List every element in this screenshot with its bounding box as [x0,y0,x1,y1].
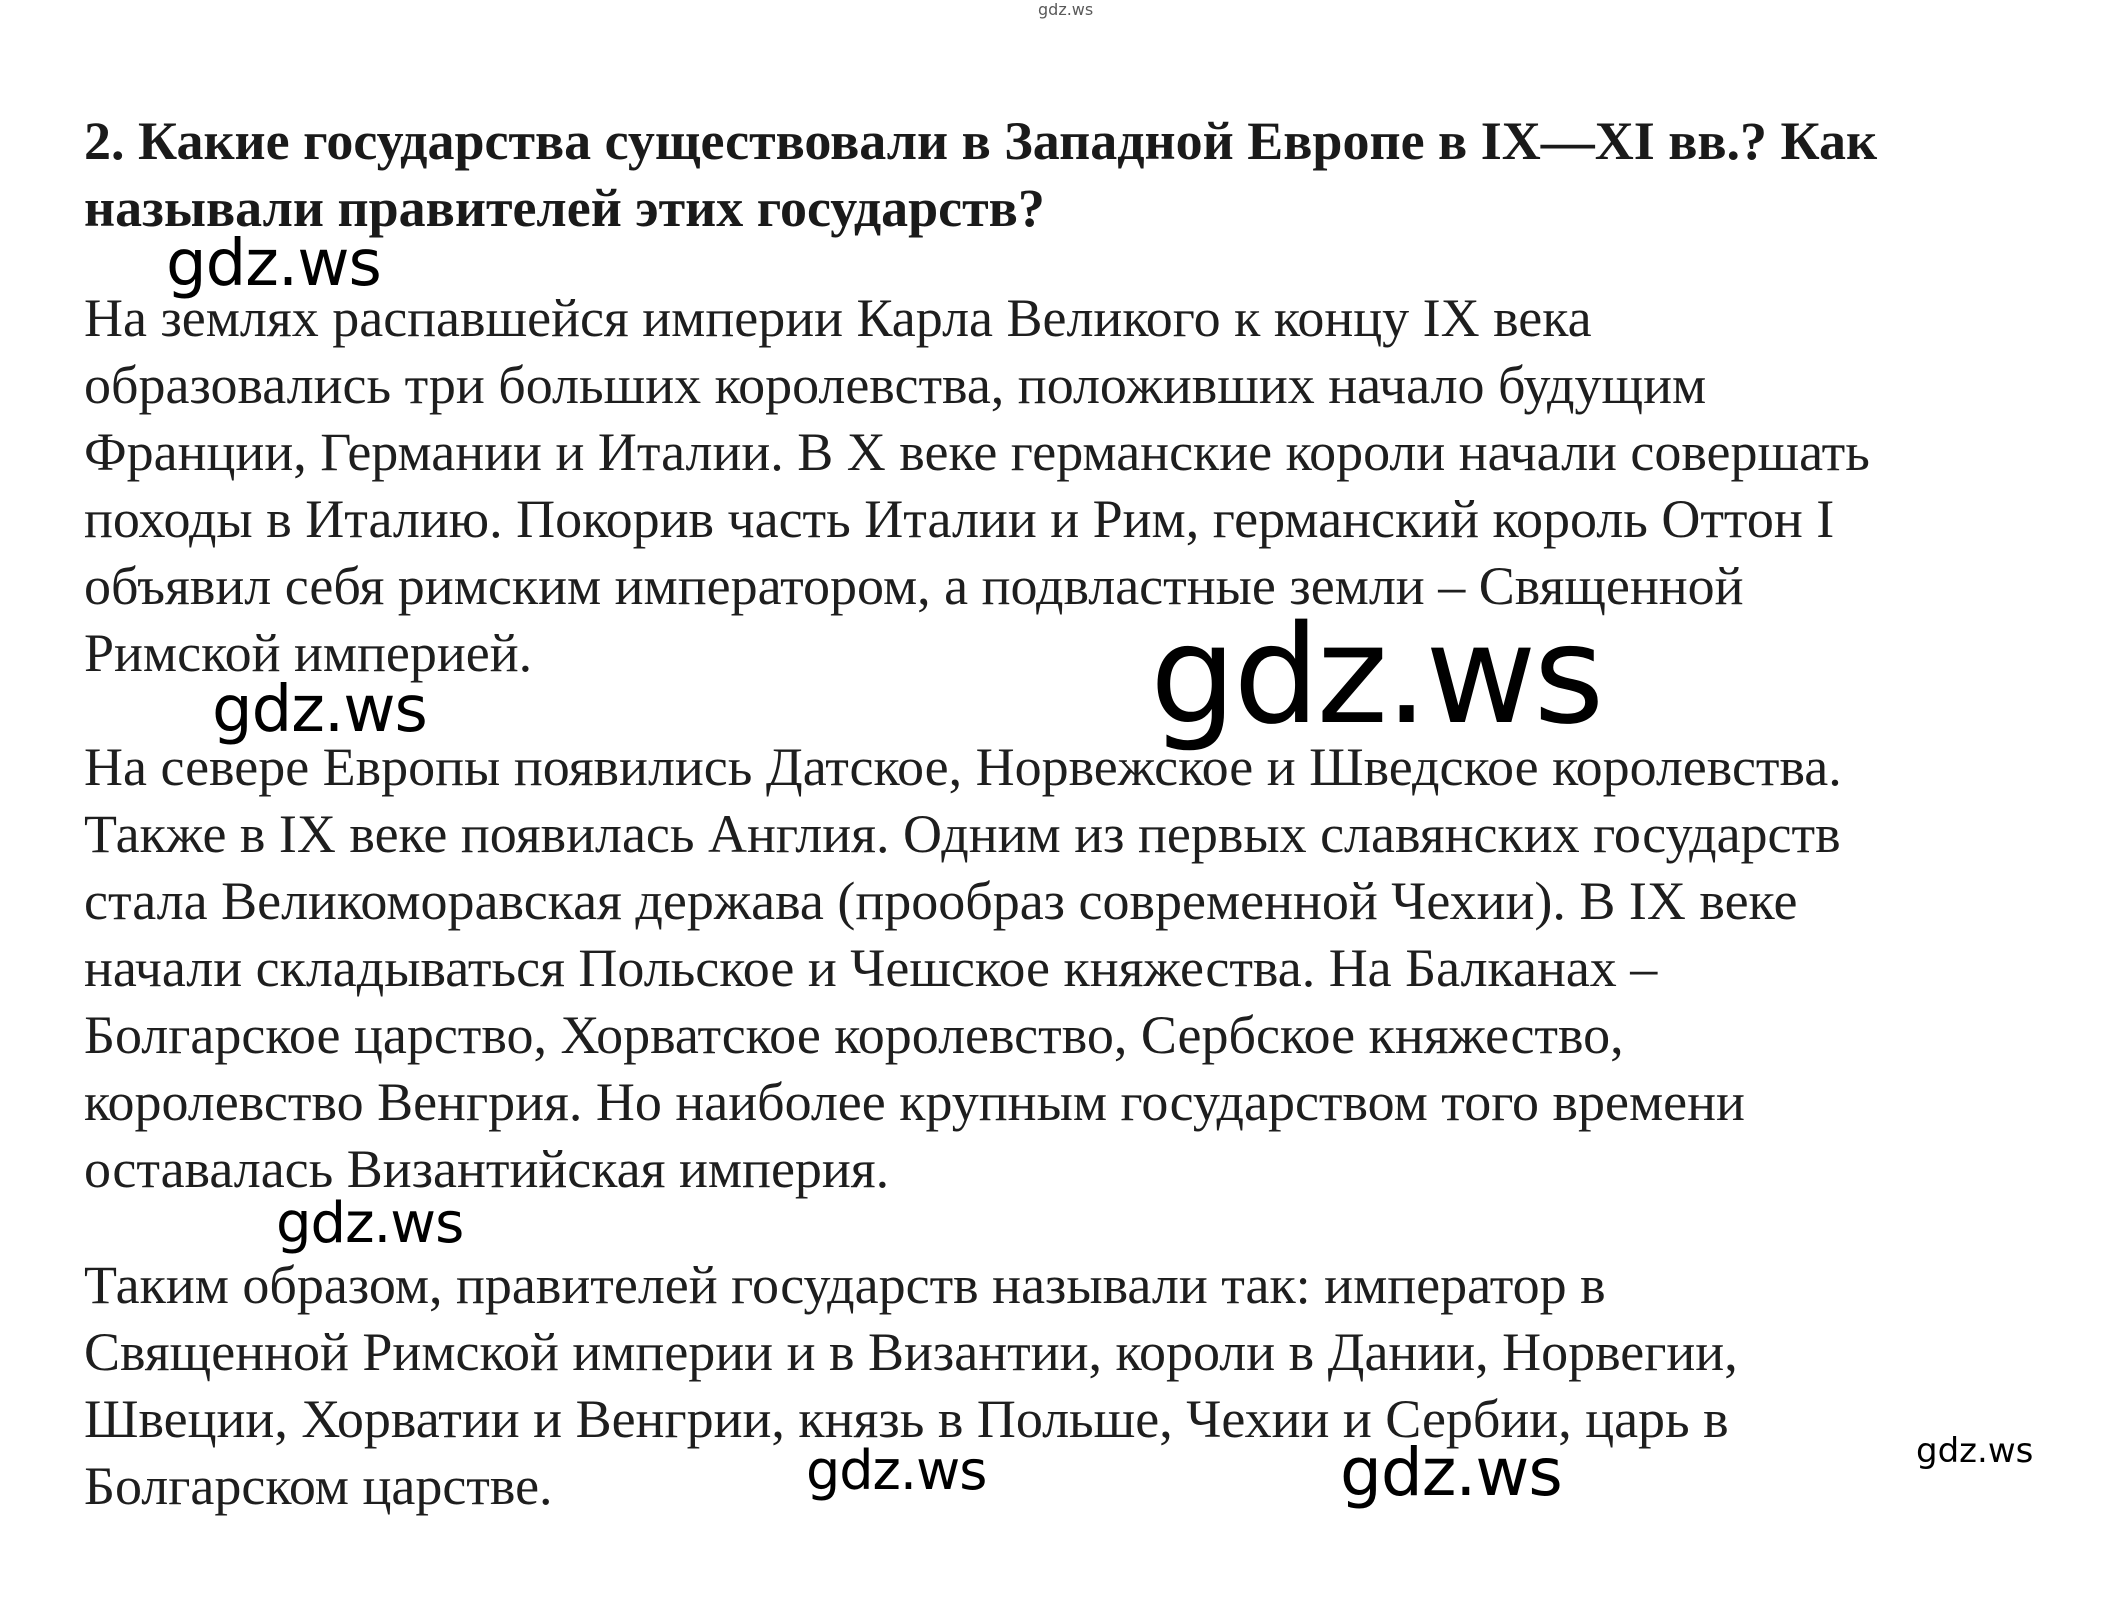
watermark: gdz.ws [276,1191,464,1256]
watermark: gdz.ws [1340,1434,1562,1511]
watermark: gdz.ws [806,1439,987,1502]
watermark: gdz.ws [212,673,427,747]
answer-paragraph-2: На севере Европы появились Датское, Норвежское и Шведское королевства. Также в IX веке появилась Англия. Одним из первых славянских государств стала Великоморавская держава (прообраз современной Чехии). В IX веке начали складываться Польское и Чешское княжества. На Балканах – Болгарское царство, Хорватское королевство, Сербское княжество, королевство Венгрия. Но наиболее крупным государством того времени оставалась Византийская империя. [84,737,1842,1199]
watermark-small: gdz.ws [1916,1431,2034,1471]
watermark-large: gdz.ws [1150,597,1602,755]
watermark: gdz.ws [166,227,381,301]
question-heading: 2. Какие государства существовали в Западной Европе в IX—XI вв.? Как называли правителей этих государств? [84,111,1878,238]
watermark-top: gdz.ws [1038,0,1094,19]
answer-paragraph-1: На землях распавшейся империи Карла Великого к концу IX века образовались три больших королевства, положивших начало будущим Франции, Германии и Италии. В X веке германские короли начали совершать походы в Италию. Покорив часть Италии и Рим, германский король Оттон I объявил себя римским императором, а подвластные земли – Священной Римской империей. [84,288,1870,683]
answer-paragraph-3: Таким образом, правителей государств называли так: император в Священной Римской империи и в Византии, короли в Дании, Норвегии, Швеции, Хорватии и Венгрии, князь в Польше, Чехии и Сербии, царь в Болгарском царстве. [84,1255,1738,1516]
